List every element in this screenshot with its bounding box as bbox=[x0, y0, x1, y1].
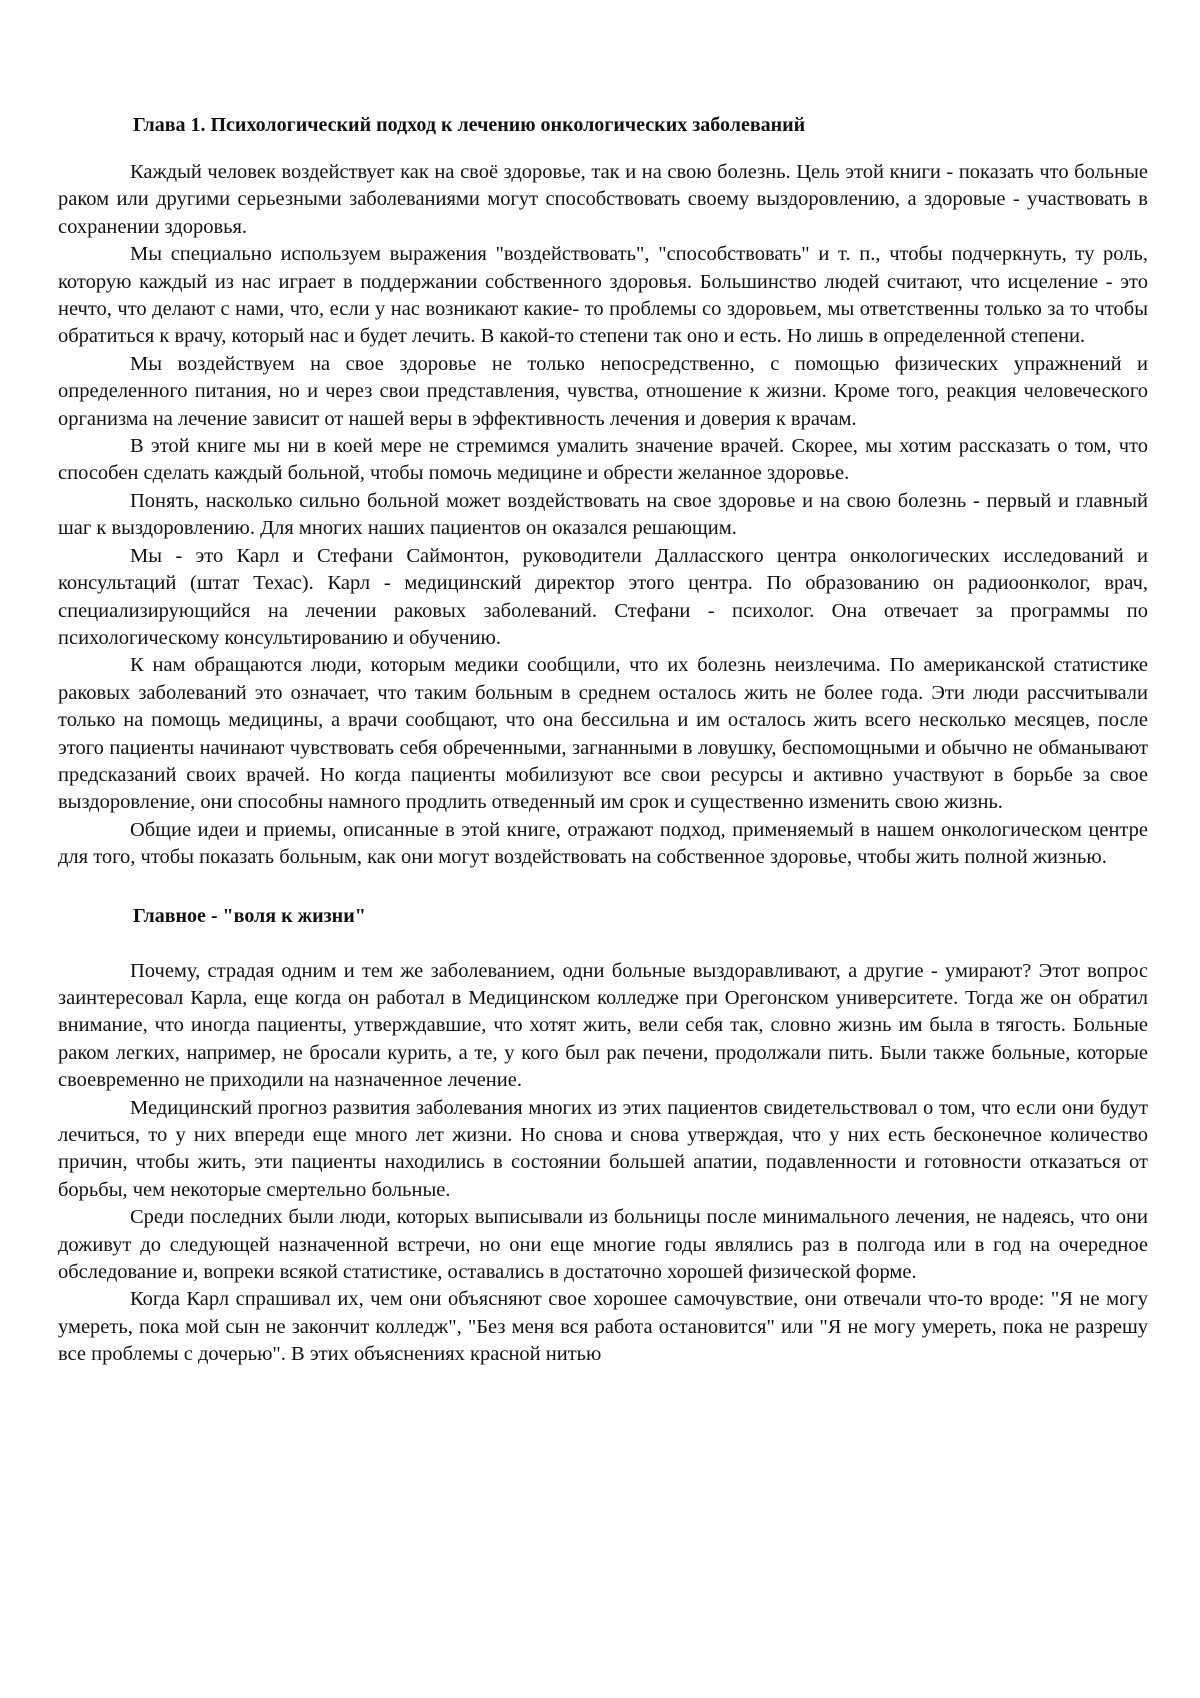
page-content bbox=[58, 112, 1148, 1369]
paragraph: Общие идеи и приемы, описанные в этой книге, отражают подход, применяемый в нашем онкологическом центре для того, чтобы показать больным, как они могут воздействовать на собственное здоровье, чтобы жить полной жизнью. bbox=[58, 818, 1148, 869]
paragraph: Мы воздействуем на свое здоровье не только непосредственно, с помощью физических упражнений и определенного питания, но и через свои представления, чувства, отношение к жизни. Кроме того, реакция человеческого организма на лечение зависит от нашей веры в эффективность лечения и доверия к врачам. bbox=[58, 352, 1148, 430]
paragraph: Мы специально используем выражения "воздействовать", "способствовать" и т. п., чтобы подчеркнуть, ту роль, которую каждый из нас играет в поддержании собственного здоровья. Большинство людей считают, что исцеление - это нечто, что делают с нами, что, если у нас возникают какие- то проблемы со здоровьем, мы ответственны только за то чтобы обратиться к врачу, который нас и будет лечить. В какой-то степени так оно и есть. Но лишь в определенной степени. bbox=[58, 243, 1148, 348]
section-body bbox=[58, 958, 1148, 1369]
section-title: Главное - "воля к жизни" bbox=[133, 904, 366, 927]
paragraph: Когда Карл спрашивал их, чем они объясняют свое хорошее самочувствие, они отвечали что-то вроде: "Я не могу умереть, пока мой сын не закончит колледж", "Без меня вся работа остановится" или "Я не могу умереть, пока не разрешу все проблемы с дочерью". В этих объяснениях красной нитью bbox=[58, 1288, 1148, 1366]
paragraph: Мы - это Карл и Стефани Саймонтон, руководители Далласского центра онкологических исследований и консультаций (штат Техас). Карл - медицинский директор этого центра. По образованию он радиоонколог, врач, специализирующийся на лечении раковых заболеваний. Стефани - психолог. Она отвечает за программы по психологическому консультированию и обучению. bbox=[58, 544, 1148, 649]
paragraph: Каждый человек воздействует как на своё здоровье, так и на свою болезнь. Цель этой книги - показать что больные раком или другими серьезными заболеваниями могут способствовать своему выздоровлению, а здоровые - участвовать в сохранении здоровья. bbox=[58, 161, 1148, 238]
chapter-body bbox=[58, 159, 1148, 872]
paragraph: Медицинский прогноз развития заболевания многих из этих пациентов свидетельствовал о том, что если они будут лечиться, то у них впереди еще много лет жизни. Но снова и снова утверждая, что у них есть бесконечное количество причин, чтобы жить, эти пациенты находились в состоянии большей апатии, подавленности и готовности отказаться от борьбы, чем некоторые смертельно больные. bbox=[58, 1096, 1148, 1201]
paragraph: Понять, насколько сильно больной может воздействовать на свое здоровье и на свою болезнь - первый и главный шаг к выздоровлению. Для многих наших пациентов он оказался решающим. bbox=[58, 489, 1148, 540]
paragraph: К нам обращаются люди, которым медики сообщили, что их болезнь неизлечима. По американской статистике раковых заболеваний это означает, что таким больным в среднем осталось жить не более года. Эти люди рассчитывали только на помощь медицины, а врачи сообщают, что она бессильна и им осталось жить всего несколько месяцев, после этого пациенты начинают чувствовать себя обреченными, загнанными в ловушку, беспомощными и обычно не обманывают предсказаний своих врачей. Но когда пациенты мобилизуют все свои ресурсы и активно участвуют в борьбе за свое выздоровление, они способны намного продлить отведенный им срок и существенно изменить свою жизнь. bbox=[58, 654, 1148, 814]
paragraph: В этой книге мы ни в коей мере не стремимся умалить значение врачей. Скорее, мы хотим рассказать о том, что способен сделать каждый больной, чтобы помочь медицине и обрести желанное здоровье. bbox=[58, 435, 1148, 485]
paragraph: Почему, страдая одним и тем же заболеванием, одни больные выздоравливают, а другие - умирают? Этот вопрос заинтересовал Карла, еще когда он работал в Медицинском колледже при Орегонском университете. Тогда же он обратил внимание, что иногда пациенты, утверждавшие, что хотят жить, вели себя так, словно жизнь им была в тягость. Больные раком легких, например, не бросали курить, а те, у кого был рак печени, продолжали пить. Были также больные, которые своевременно не приходили на назначенное лечение. bbox=[58, 959, 1148, 1092]
chapter-title: Глава 1. Психологический подход к лечению онкологических заболеваний bbox=[133, 114, 806, 136]
paragraph: Среди последних были люди, которых выписывали из больницы после минимального лечения, не надеясь, что они доживут до следующей назначенной встречи, но они еще многие годы являлись раз в полгода или в год на очередное обследование и, вопреки всякой статистике, оставались в достаточно хорошей физической форме. bbox=[58, 1206, 1148, 1284]
